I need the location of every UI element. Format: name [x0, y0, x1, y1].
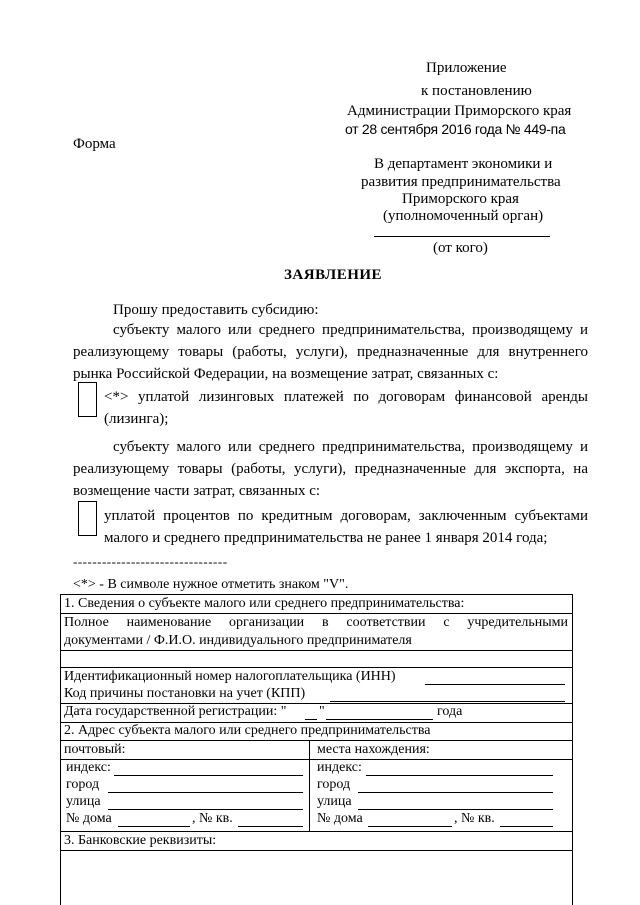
option-leasing: <*> уплатой лизинговых платежей по договорам финансовой аренды (лизинга); [104, 389, 588, 427]
addressee-line-2: развития предпринимательства [361, 174, 561, 190]
table-top-border [60, 594, 572, 595]
table-left-border [60, 594, 61, 905]
location-city-input[interactable] [358, 792, 553, 793]
paragraph-export: субъекту малого или среднего предпринимательства, производящему и реализующему товары (работы, услуги), предназначенные для экспорта, на возмещение части затрат, связанных с: [73, 439, 588, 499]
resolution-reference: к постановлению [421, 83, 532, 99]
checkbox-interest[interactable] [78, 501, 97, 536]
reg-day-input[interactable] [305, 719, 317, 720]
postal-address-header: почтовый: [64, 742, 126, 757]
inn-input[interactable] [425, 684, 565, 685]
location-index-label: индекс: [317, 760, 362, 775]
reg-date-year: года [437, 704, 463, 719]
postal-city-input[interactable] [108, 792, 303, 793]
request-line: Прошу предоставить субсидию: [113, 302, 319, 318]
section-2-title: 2. Адрес субъекта малого или среднего предпринимательства [64, 723, 431, 738]
location-index-input[interactable] [366, 775, 553, 776]
footnote-separator: -------------------------------- [73, 554, 228, 569]
document-title: ЗАЯВЛЕНИЕ [284, 267, 383, 283]
kpp-label: Код причины постановки на учет (КПП) [64, 686, 306, 701]
org-name-label-2: документами / Ф.И.О. индивидуального предпринимателя [64, 633, 412, 648]
location-city-label: город [317, 777, 351, 792]
checkbox-leasing[interactable] [78, 382, 97, 417]
postal-street-input[interactable] [108, 809, 303, 810]
org-name-label-1: Полное наименование организации в соответствии с учредительными [64, 615, 568, 630]
location-apt-label: , № кв. [454, 811, 495, 826]
section-1-title: 1. Сведения о субъекте малого или среднего предпринимательства: [64, 596, 465, 611]
annex-label: Приложение [426, 60, 507, 76]
footnote-text: <*> - В символе нужное отметить знаком "V". [73, 577, 349, 592]
resolution-date: от 28 сентября 2016 года № 449-па [345, 121, 566, 137]
form-label: Форма [73, 136, 116, 152]
postal-city-label: город [66, 777, 100, 792]
postal-index-input[interactable] [114, 775, 303, 776]
addressee-line-4: (уполномоченный орган) [383, 208, 544, 224]
reg-date-quote: " [319, 704, 325, 719]
row-divider [60, 831, 572, 832]
location-street-label: улица [317, 794, 352, 809]
row-divider [60, 850, 572, 851]
postal-apt-label: , № кв. [192, 811, 233, 826]
row-divider [60, 740, 572, 741]
location-house-label: № дома [317, 811, 363, 826]
from-whom-caption: (от кого) [433, 240, 488, 256]
option-interest: уплатой процентов по кредитным договорам, заключенным субъектами малого и среднего предпринимательства не ранее 1 января 2014 года; [104, 508, 588, 546]
table-right-border [572, 594, 573, 905]
postal-house-input[interactable] [118, 826, 190, 827]
kpp-input[interactable] [330, 701, 565, 702]
postal-house-label: № дома [66, 811, 112, 826]
reg-month-input[interactable] [326, 719, 433, 720]
addressee-line-3: Приморского края [402, 191, 519, 207]
administration-name: Администрации Приморского края [347, 103, 572, 119]
paragraph-domestic: субъекту малого или среднего предпринимательства, производящему и реализующему товары (работы, услуги), предназначенные для внутреннего рынка Российской Федерации, на возмещение затрат, связанных с: [73, 322, 588, 382]
reg-date-label: Дата государственной регистрации: " [64, 704, 287, 719]
postal-index-label: индекс: [66, 760, 111, 775]
row-divider [60, 650, 572, 651]
location-apt-input[interactable] [500, 826, 553, 827]
row-divider [60, 613, 572, 614]
location-house-input[interactable] [368, 826, 452, 827]
postal-street-label: улица [66, 794, 101, 809]
inn-label: Идентификационный номер налогоплательщика (ИНН) [64, 669, 396, 684]
addressee-line-1: В департамент экономики и [374, 156, 553, 172]
location-street-input[interactable] [358, 809, 553, 810]
location-address-header: места нахождения: [317, 742, 430, 757]
row-divider [60, 759, 572, 760]
postal-apt-input[interactable] [238, 826, 303, 827]
from-whom-line[interactable] [374, 236, 550, 237]
org-name-input-row[interactable] [60, 667, 572, 668]
address-column-divider [309, 740, 310, 832]
section-3-title: 3. Банковские реквизиты: [64, 833, 217, 848]
